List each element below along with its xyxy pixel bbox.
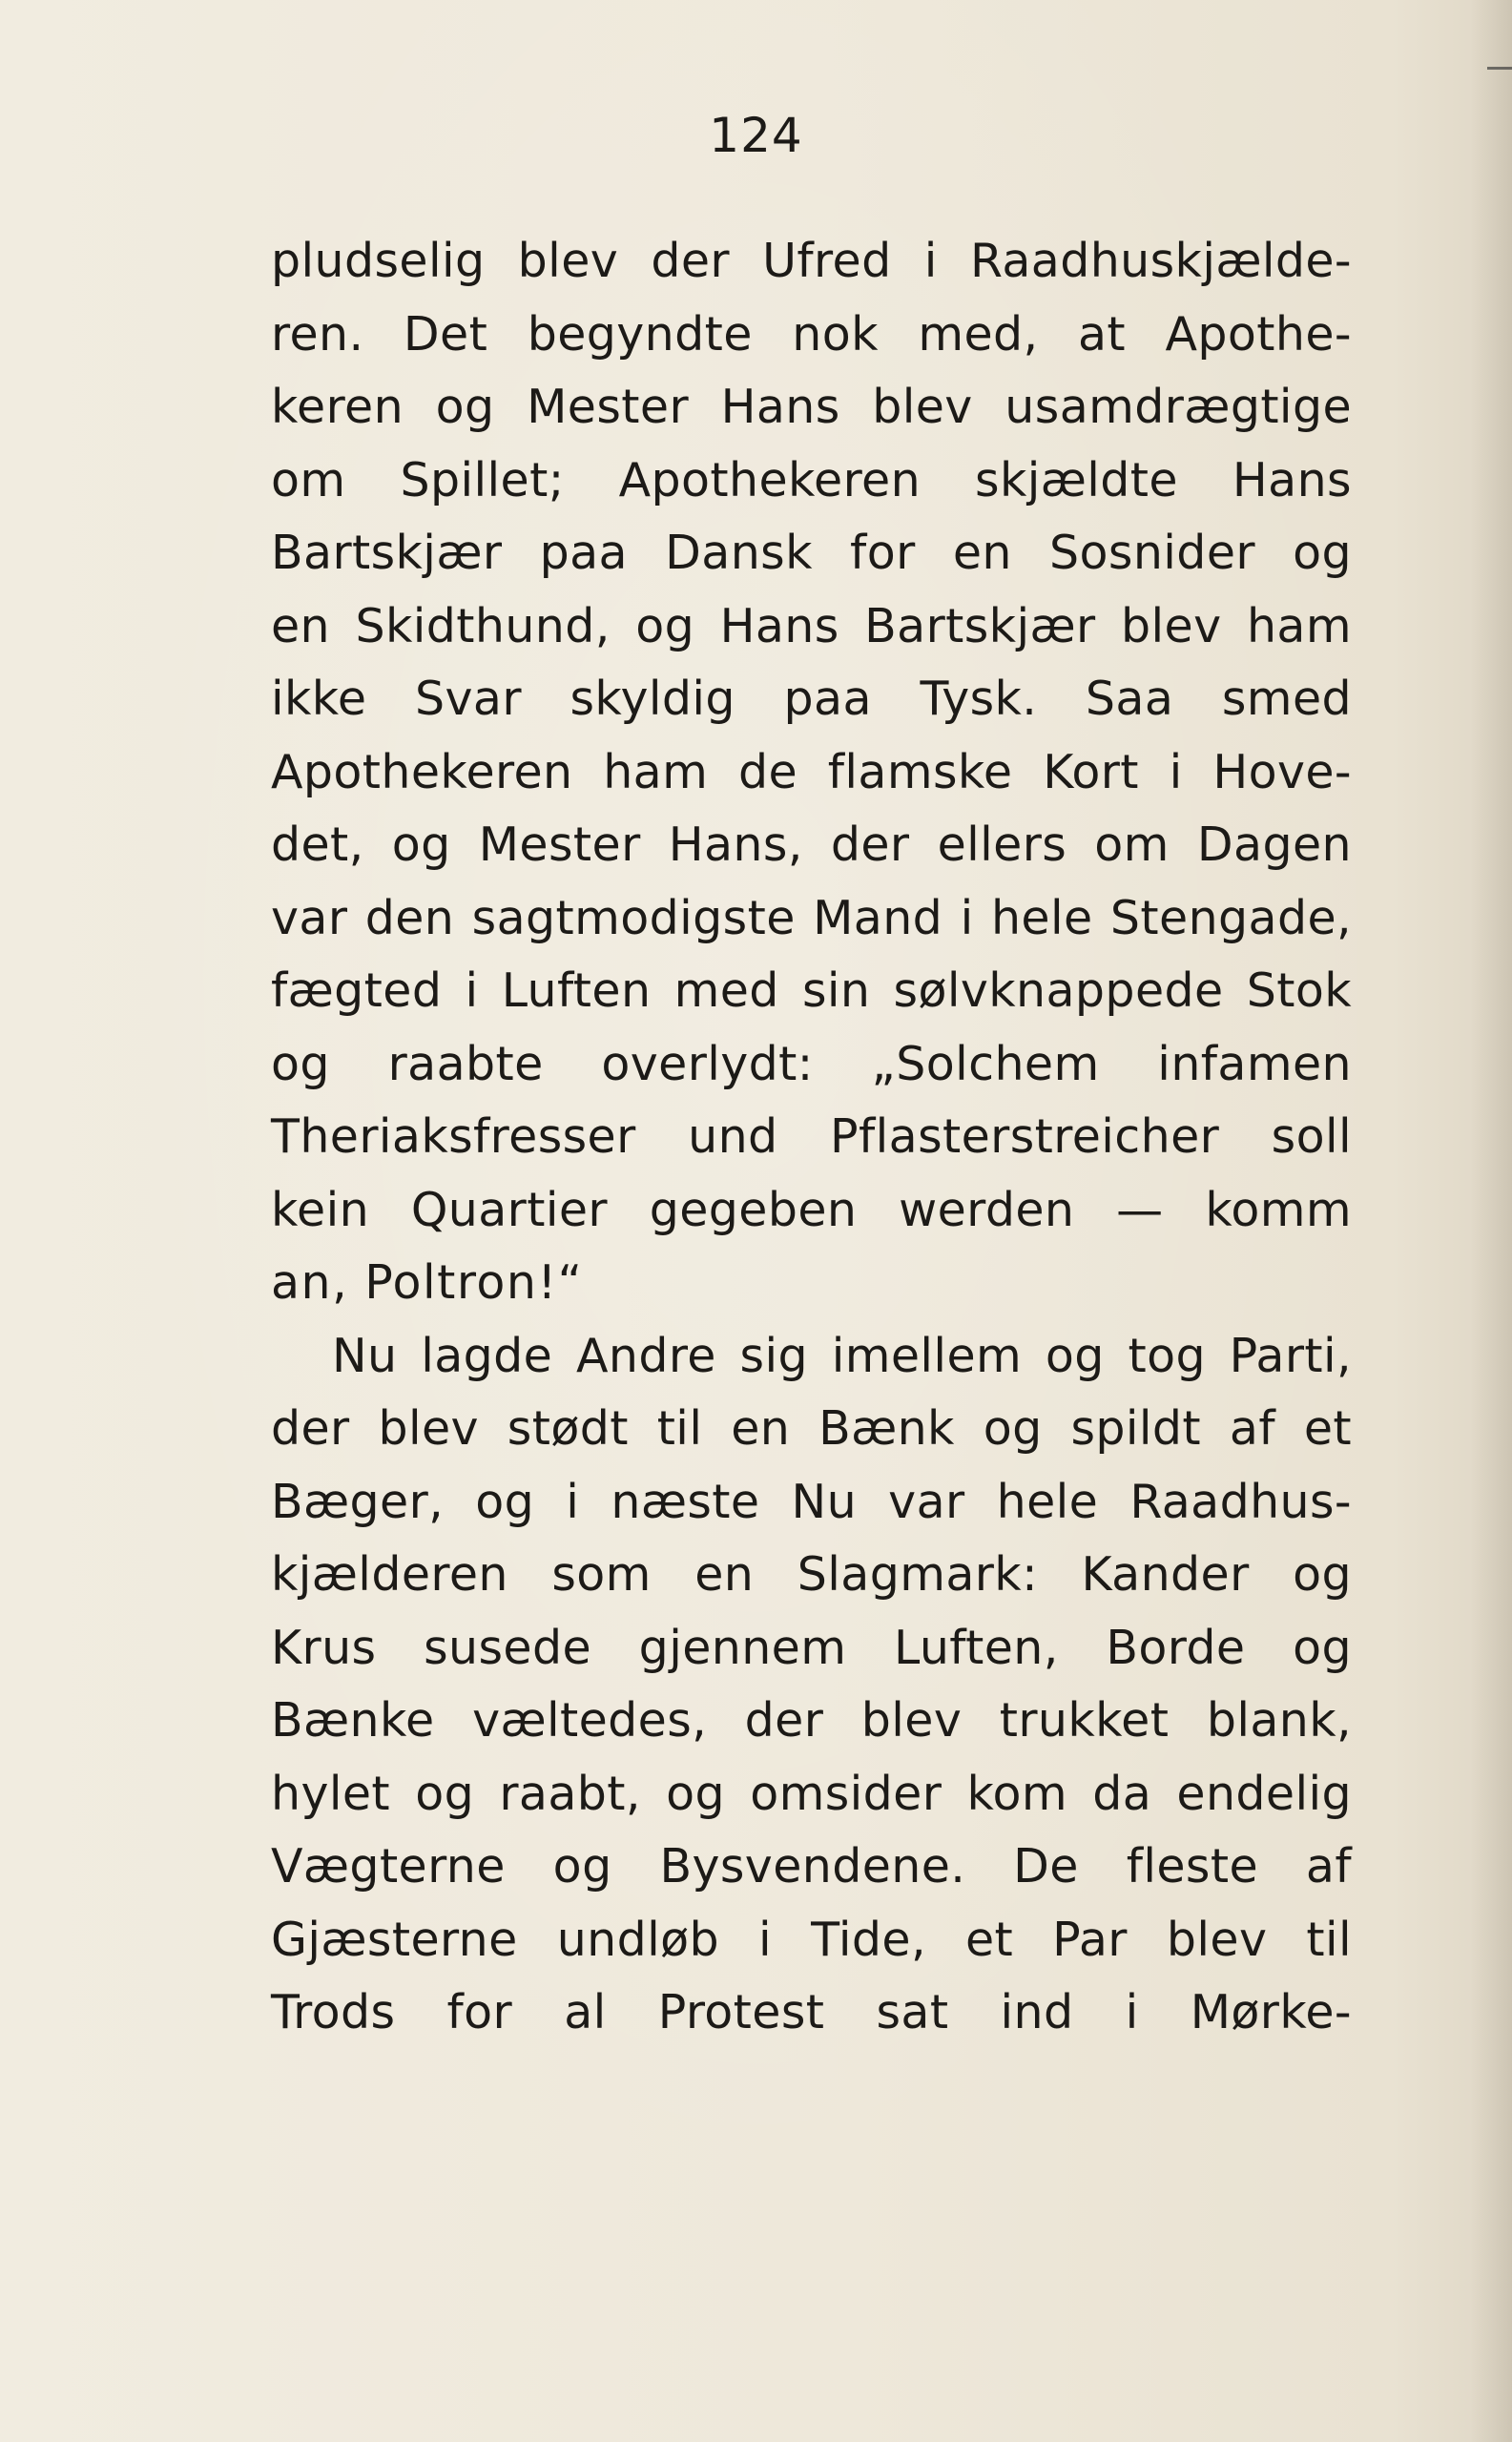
- text-line: ren. Det begyndte nok med, at Apothe-: [271, 306, 1352, 362]
- paragraph-1: [271, 225, 1352, 1320]
- text-line: Nu lagde Andre sig imellem og tog Parti,: [332, 1328, 1352, 1383]
- page-edge-shadow: [1470, 0, 1512, 2442]
- text-line: Bænke væltedes, der blev trukket blank,: [271, 1693, 1352, 1748]
- text-line: hylet og raabt, og omsider kom da endelig: [271, 1766, 1352, 1821]
- text-line: Vægterne og Bysvendene. De fleste af: [271, 1839, 1352, 1894]
- text-line: om Spillet; Apothekeren skjældte Hans: [271, 452, 1352, 507]
- text-line: an, Poltron!“: [271, 1255, 584, 1310]
- text-line: og raabte overlydt: „Solchem infamen: [271, 1036, 1352, 1091]
- text-line: kjælderen som en Slagmark: Kander og: [271, 1547, 1352, 1602]
- page-edge-mark: [1487, 67, 1512, 70]
- text-line: pludselig blev der Ufred i Raadhuskjælde-: [271, 234, 1352, 288]
- page-number: 124: [709, 108, 803, 163]
- text-line: fægted i Luften med sin sølvknappede Stok: [271, 963, 1352, 1018]
- text-line: ikke Svar skyldig paa Tysk. Saa smed: [271, 672, 1352, 726]
- text-line: Gjæsterne undløb i Tide, et Par blev til: [271, 1912, 1352, 1967]
- text-line: Theriaksfresser und Pflasterstreicher soll: [271, 1109, 1352, 1164]
- text-line: der blev stødt til en Bænk og spildt af et: [271, 1401, 1352, 1456]
- text-line: kein Quartier gegeben werden — komm: [271, 1182, 1352, 1237]
- text-line: Trods for al Protest sat ind i Mørke-: [271, 1985, 1352, 2039]
- body-text: [271, 225, 1352, 2050]
- text-line: Krus susede gjennem Luften, Borde og: [271, 1620, 1352, 1675]
- text-line: keren og Mester Hans blev usamdrægtige: [271, 380, 1352, 434]
- text-line: en Skidthund, og Hans Bartskjær blev ham: [271, 598, 1352, 653]
- text-line: var den sagtmodigste Mand i hele Stengade,: [271, 890, 1352, 945]
- text-line: Bartskjær paa Dansk for en Sosnider og: [271, 526, 1352, 580]
- text-line: Apothekeren ham de flamske Kort i Hove-: [271, 744, 1352, 799]
- paragraph-2: [271, 1320, 1352, 2050]
- text-line: det, og Mester Hans, der ellers om Dagen: [271, 817, 1352, 872]
- text-line: Bæger, og i næste Nu var hele Raadhus-: [271, 1474, 1352, 1529]
